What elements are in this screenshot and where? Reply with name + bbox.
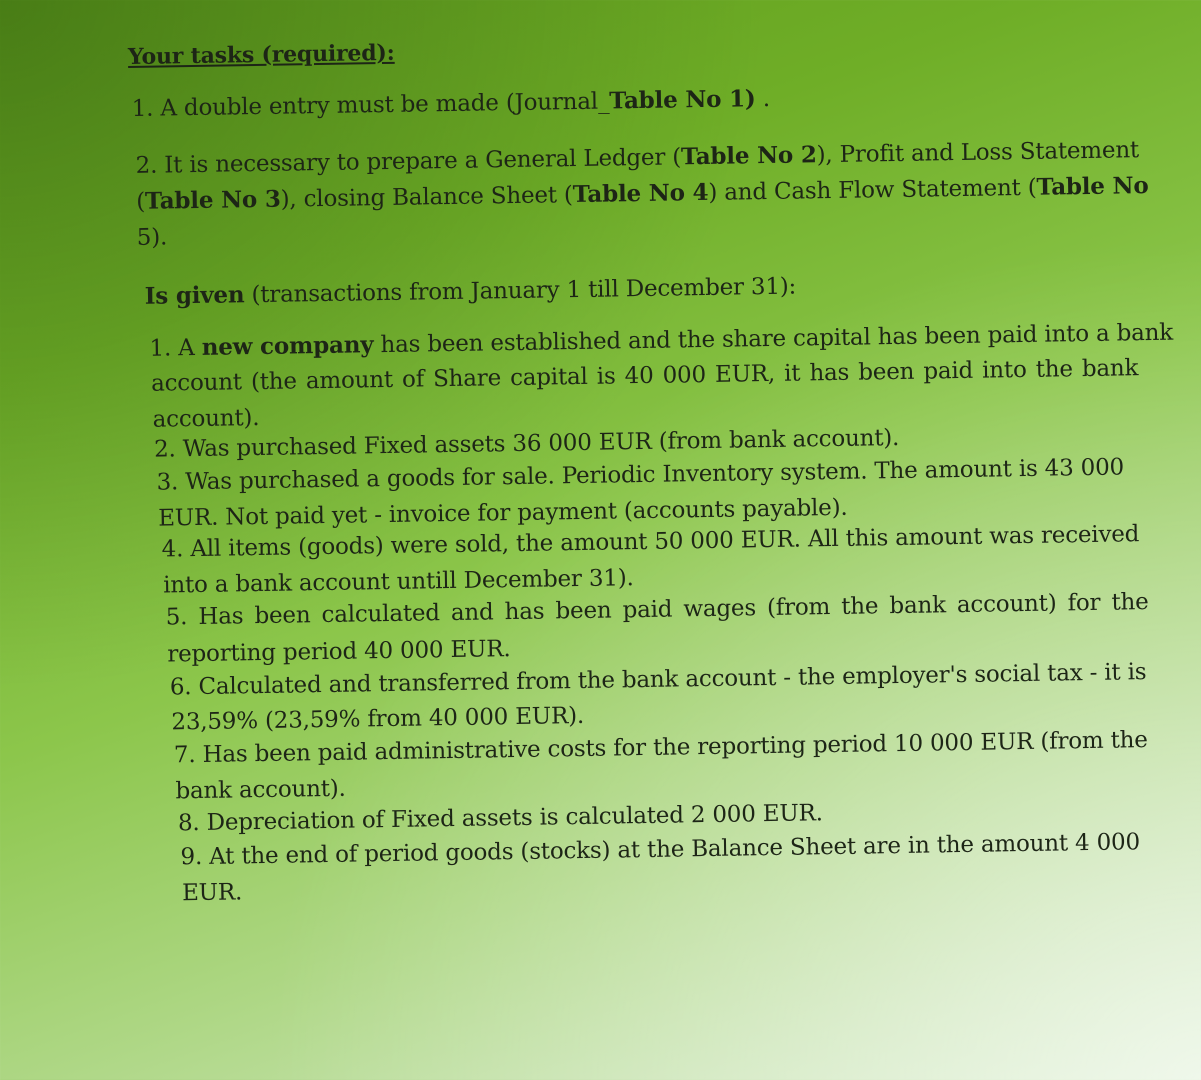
item-9-line-1: 9. At the end of period goods (stocks) at the Balance Sheet are in the amount 4 000 bbox=[180, 829, 1141, 871]
given-period: (transactions from January 1 till December 31): bbox=[244, 273, 797, 309]
given-heading bbox=[145, 273, 797, 310]
task-1-text: 1. A double entry must be made (Journal_ bbox=[131, 88, 610, 122]
item-5-line-2: reporting period 40 000 EUR. bbox=[167, 636, 511, 668]
task-1 bbox=[132, 85, 770, 122]
given-label: Is given bbox=[144, 281, 245, 310]
tasks-heading: Your tasks (required): bbox=[127, 39, 395, 71]
item-5-line-1: 5. Has been calculated and has been paid wages (from the bank account) for the bbox=[165, 589, 1149, 631]
task-1-table-ref: Table No 1) bbox=[609, 85, 756, 115]
task-2-line-2 bbox=[136, 172, 1149, 215]
task-2-table-3-ref: Table No 3 bbox=[144, 185, 281, 215]
task-2-line-3: 5). bbox=[136, 224, 168, 251]
task-2-text: 2. It is necessary to prepare a General Ledger ( bbox=[135, 144, 682, 179]
item-3-line-1: 3. Was purchased a goods for sale. Periodic Inventory system. The amount is 43 000 bbox=[156, 454, 1125, 496]
task-2-table-ref: Table No 2 bbox=[680, 141, 817, 171]
item-3-line-2: EUR. Not paid yet - invoice for payment (accounts payable). bbox=[158, 494, 848, 532]
task-2-line-1 bbox=[135, 136, 1139, 179]
item-4-line-2: into a bank account untill December 31). bbox=[163, 565, 634, 599]
item-7-line-2: bank account). bbox=[175, 775, 346, 805]
item-6-line-2: 23,59% (23,59% from 40 000 EUR). bbox=[171, 702, 585, 736]
task-2-table-4-ref: Table No 4 bbox=[572, 178, 709, 209]
item-1-line-1 bbox=[149, 319, 1173, 362]
item-8: 8. Depreciation of Fixed assets is calculated 2 000 EUR. bbox=[177, 800, 823, 837]
task-2-table-5-ref: Table No bbox=[1036, 172, 1149, 201]
item-1-line-3: account). bbox=[152, 405, 260, 433]
item-1-bold: new company bbox=[201, 331, 374, 361]
item-7-line-1: 7. Has been paid administrative costs for the reporting period 10 000 EUR (from the bbox=[173, 727, 1148, 769]
task-2-text-balance: ), closing Balance Sheet ( bbox=[280, 182, 573, 213]
item-6-line-1: 6. Calculated and transferred from the bank account - the employer's social tax - it is bbox=[169, 659, 1147, 701]
item-1-text: has been established and the share capital has been paid into a bank bbox=[373, 319, 1174, 359]
item-1-line-2: account (the amount of Share capital is 40 000 EUR, it has been paid into the bank bbox=[150, 355, 1139, 397]
task-2-paren: ( bbox=[136, 188, 146, 215]
item-9-line-2: EUR. bbox=[181, 879, 243, 907]
item-2: 2. Was purchased Fixed assets 36 000 EUR (from bank account). bbox=[153, 424, 900, 463]
task-2-text-cashflow: ) and Cash Flow Statement ( bbox=[708, 174, 1037, 206]
task-2-text-cont: ), Profit and Loss Statement bbox=[816, 137, 1140, 169]
item-4-line-1: 4. All items (goods) were sold, the amount 50 000 EUR. All this amount was received bbox=[161, 521, 1140, 563]
item-1-number: 1. A bbox=[149, 334, 202, 362]
task-1-suffix: . bbox=[755, 85, 771, 113]
